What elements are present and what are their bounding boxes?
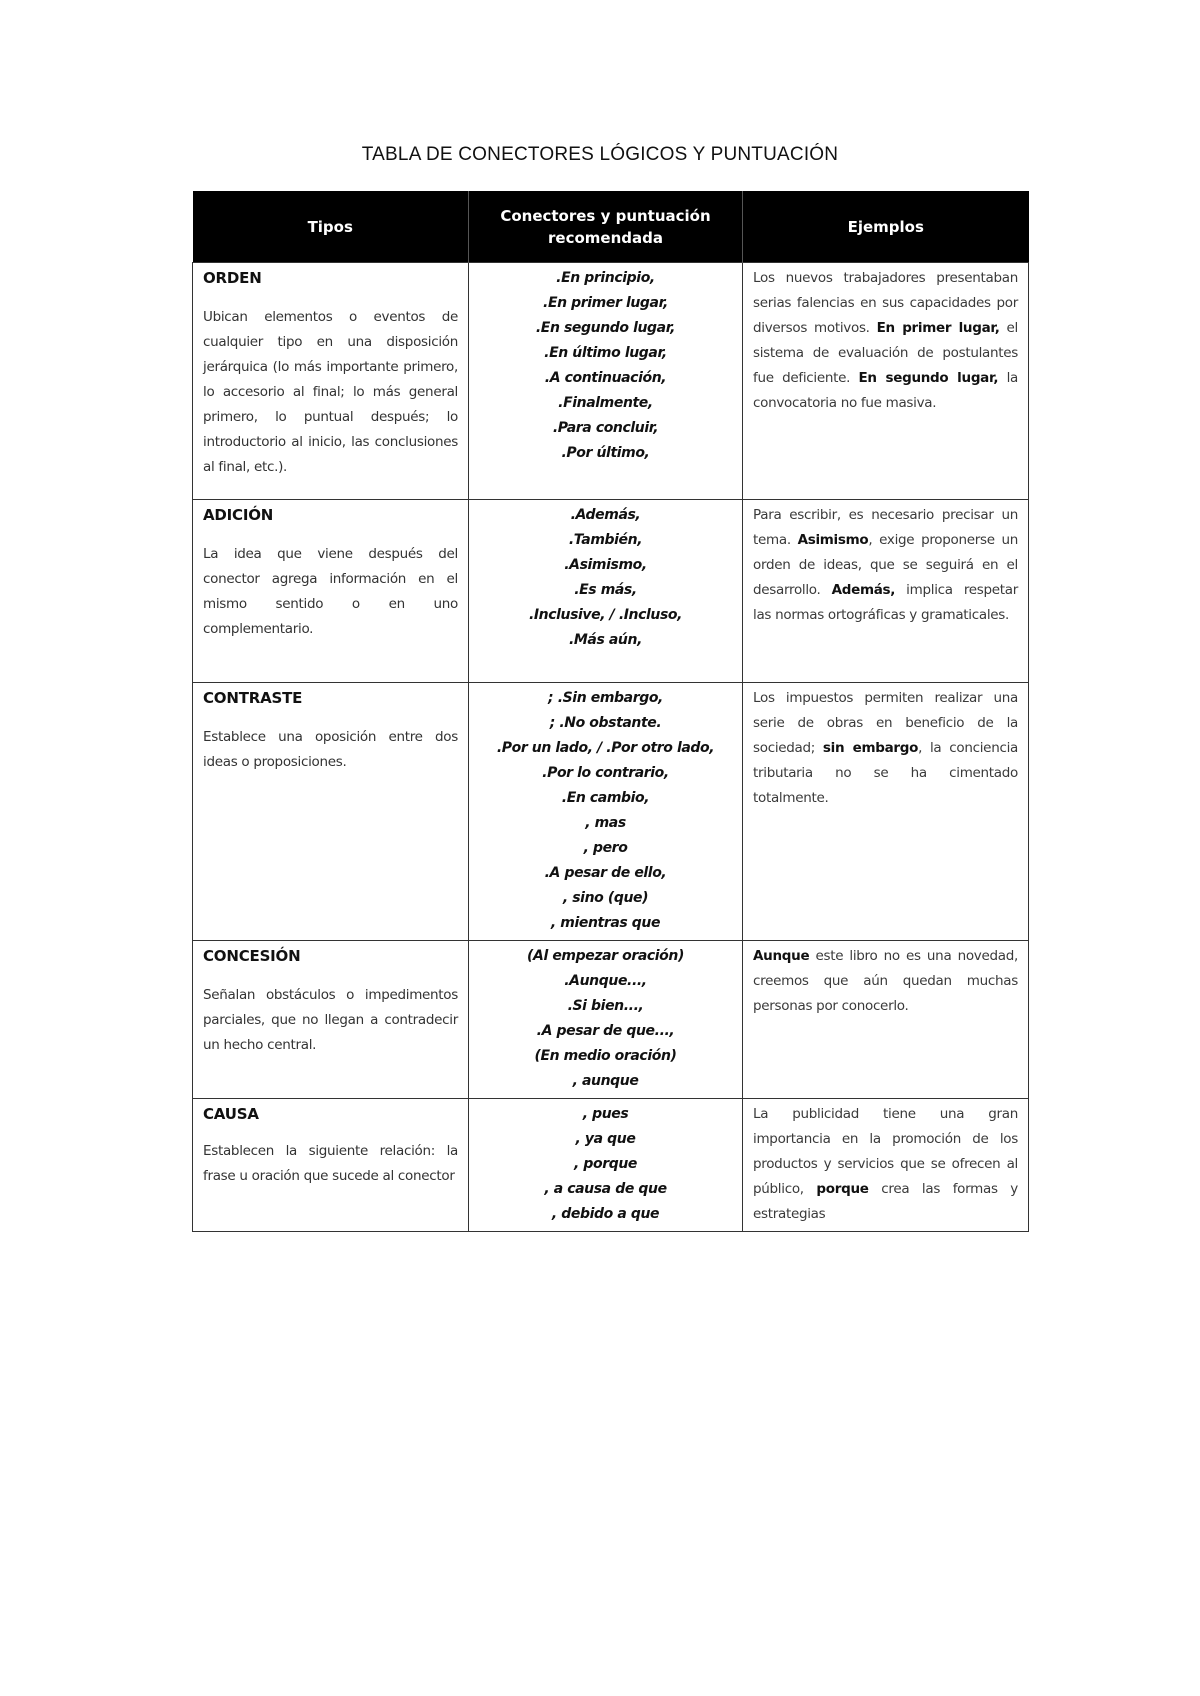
connector-item: , porque xyxy=(573,1156,638,1172)
connector-item: .Inclusive, / .Incluso, xyxy=(528,607,683,623)
example-text: , exige proponerse un orden de ideas, que se seguirá en el desarrollo. xyxy=(753,532,1018,598)
connector-item: , a causa de que xyxy=(544,1181,667,1197)
connectors-table xyxy=(192,191,1029,1232)
example-connector: En segundo lugar, xyxy=(858,370,999,386)
example-text: La publicidad tiene una gran importancia en la promoción de los productos y servicios que se ofrecen al público, xyxy=(753,1106,1018,1197)
example-cell xyxy=(743,263,1029,500)
example-text: la convocatoria no fue masiva. xyxy=(753,370,1018,411)
connector-item: .A pesar de que..., xyxy=(536,1023,675,1039)
example-cell xyxy=(743,500,1029,683)
connector-item: , ya que xyxy=(575,1131,636,1147)
connector-item: .Finalmente, xyxy=(558,395,653,411)
example-text: crea las formas y estrategias xyxy=(753,1181,1018,1222)
connector-item: .A continuación, xyxy=(544,370,667,386)
connector-item: , pero xyxy=(583,840,628,856)
connector-item: .Por último, xyxy=(561,445,650,461)
connectors-cell xyxy=(469,683,743,941)
connectors-cell xyxy=(469,941,743,1099)
table-header xyxy=(193,191,1029,263)
tipo-cell xyxy=(193,500,469,683)
connector-item: ; .Sin embargo, xyxy=(548,690,663,706)
connector-item: .Si bien..., xyxy=(567,998,644,1014)
tipo-description: La idea que viene después del conector agrega información en el mismo sentido o en uno complementario. xyxy=(203,546,458,637)
connector-item: .En primer lugar, xyxy=(543,295,668,311)
connector-item: .También, xyxy=(568,532,643,548)
connector-item: .En último lugar, xyxy=(544,345,667,361)
connector-item: .Más aún, xyxy=(568,632,642,648)
tipo-description: Ubican elementos o eventos de cualquier tipo en una disposición jerárquica (lo más importante primero, lo accesorio al final; lo más general primero, lo puntual después; lo introductorio al inicio, las conclusiones al final, etc.). xyxy=(203,309,458,475)
connector-item: , aunque xyxy=(572,1073,639,1089)
connector-item: .Para concluir, xyxy=(552,420,659,436)
tipo-name: CONCESIÓN xyxy=(203,947,301,965)
table-row-orden xyxy=(193,263,1029,500)
example-text: Los impuestos permiten realizar una serie de obras en beneficio de la sociedad; xyxy=(753,690,1018,756)
table-row-causa xyxy=(193,1099,1029,1232)
connector-item: .Además, xyxy=(570,507,641,523)
tipo-description: Establece una oposición entre dos ideas o proposiciones. xyxy=(203,729,458,770)
example-cell xyxy=(743,1099,1029,1232)
connector-item: .En cambio, xyxy=(561,790,650,806)
tipo-cell xyxy=(193,683,469,941)
connector-item: .Por un lado, / .Por otro lado, xyxy=(496,740,715,756)
tipo-description: Establecen la siguiente relación: la frase u oración que sucede al conector xyxy=(203,1143,458,1184)
connector-item: (Al empezar oración) xyxy=(527,948,684,964)
tipo-cell xyxy=(193,263,469,500)
example-connector: En primer lugar, xyxy=(876,320,1000,336)
tipo-name: CONTRASTE xyxy=(203,689,303,707)
example-text: el sistema de evaluación de postulantes fue deficiente. xyxy=(753,320,1018,386)
connector-item: .Por lo contrario, xyxy=(542,765,669,781)
example-text: , la conciencia tributaria no se ha cimentado totalmente. xyxy=(753,740,1018,806)
tipo-name: ADICIÓN xyxy=(203,506,274,524)
connector-item: , mientras que xyxy=(550,915,661,931)
connector-item: , sino (que) xyxy=(562,890,649,906)
connector-item: .En segundo lugar, xyxy=(535,320,676,336)
example-connector: Asimismo xyxy=(797,532,869,548)
example-text: Para escribir, es necesario precisar un tema. xyxy=(753,507,1018,548)
example-connector: Además, xyxy=(831,582,896,598)
page-title: TABLA DE CONECTORES LÓGICOS Y PUNTUACIÓN xyxy=(361,144,839,165)
example-cell xyxy=(743,683,1029,941)
connector-item: .A pesar de ello, xyxy=(544,865,667,881)
example-connector: Aunque xyxy=(753,948,810,964)
example-connector: porque xyxy=(816,1181,869,1197)
tipo-cell xyxy=(193,941,469,1099)
connector-item: ; .No obstante. xyxy=(549,715,662,731)
tipo-name: ORDEN xyxy=(203,269,262,287)
table-row-concesion xyxy=(193,941,1029,1099)
connectors-cell xyxy=(469,500,743,683)
table-row-contraste xyxy=(193,683,1029,941)
connector-item: , mas xyxy=(585,815,626,831)
header-ejemplos: Ejemplos xyxy=(743,191,1029,263)
example-text: Los nuevos trabajadores presentaban serias falencias en sus capacidades por diversos motivos. xyxy=(753,270,1018,336)
tipo-name: CAUSA xyxy=(203,1105,259,1123)
connector-item: .Asimismo, xyxy=(564,557,647,573)
example-text: implica respetar las normas ortográficas y gramaticales. xyxy=(753,582,1018,623)
connector-item: .Aunque..., xyxy=(564,973,647,989)
example-text: este libro no es una novedad, creemos que aún quedan muchas personas por conocerlo. xyxy=(753,948,1018,1014)
example-connector: sin embargo xyxy=(822,740,919,756)
connector-item: .En principio, xyxy=(556,270,655,286)
header-conectores: Conectores y puntuación recomendada xyxy=(469,191,743,263)
table-row-adicion xyxy=(193,500,1029,683)
example-cell xyxy=(743,941,1029,1099)
connectors-cell xyxy=(469,263,743,500)
connectors-cell xyxy=(469,1099,743,1232)
connector-item: (En medio oración) xyxy=(534,1048,677,1064)
tipo-cell xyxy=(193,1099,469,1232)
header-tipos: Tipos xyxy=(193,191,469,263)
connector-item: , pues xyxy=(582,1106,629,1122)
connector-item: .Es más, xyxy=(574,582,637,598)
tipo-description: Señalan obstáculos o impedimentos parciales, que no llegan a contradecir un hecho central. xyxy=(203,987,458,1053)
connector-item: , debido a que xyxy=(551,1206,660,1222)
